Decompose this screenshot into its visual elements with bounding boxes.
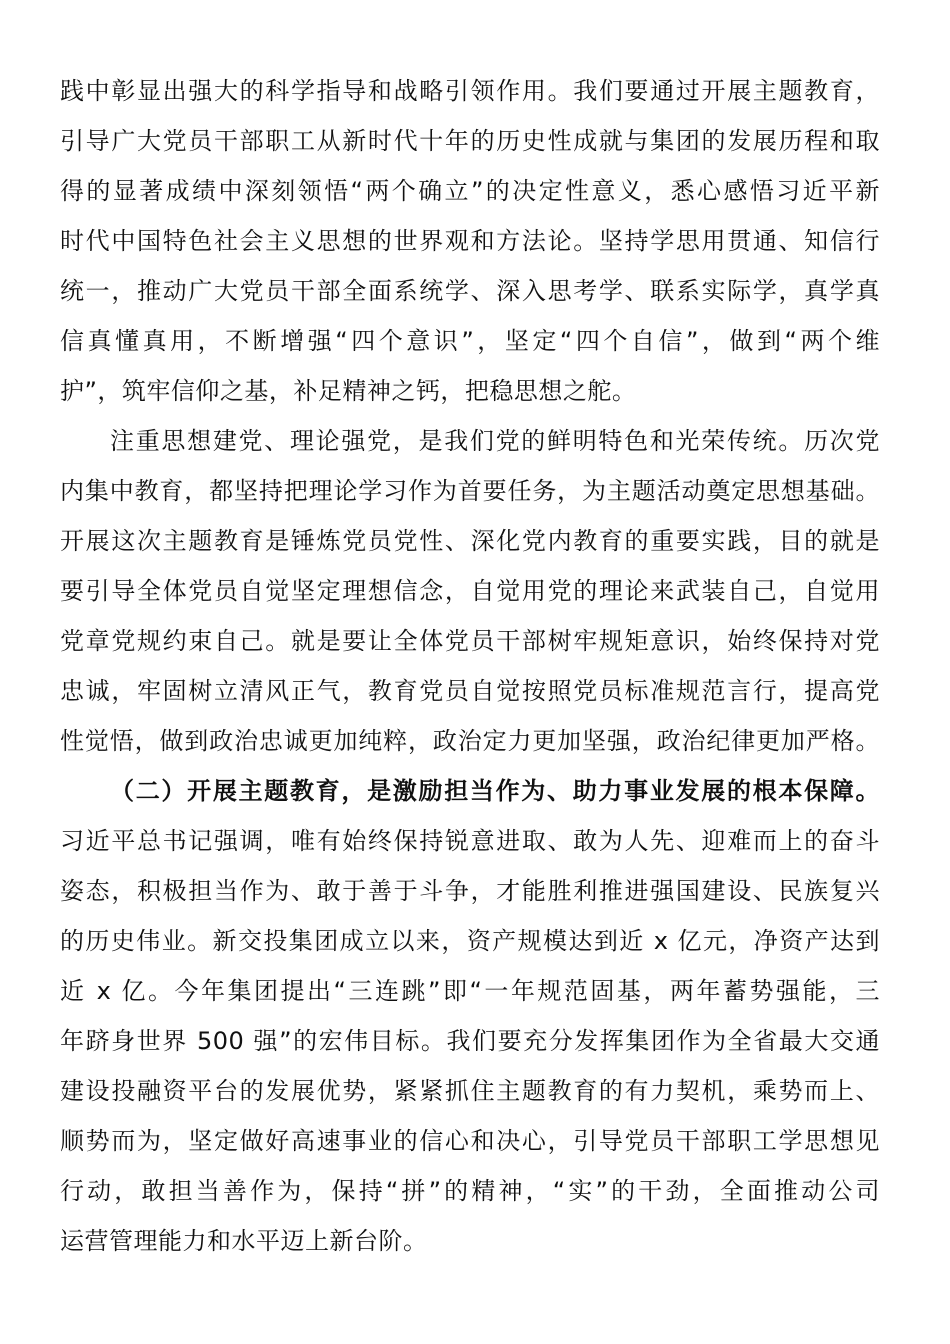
text-line: 要引导全体党员自觉坚定理想信念，自觉用党的理论来武装自己，自觉用: [60, 577, 880, 605]
text-line: 运营管理能力和水平迈上新台阶。: [60, 1227, 428, 1255]
text-line: 建设投融资平台的发展优势，紧紧抓住主题教育的有力契机，乘势而上、: [60, 1077, 880, 1105]
text-line: 行动，敢担当善作为，保持“拼”的精神，“实”的干劲，全面推动公司: [60, 1177, 880, 1205]
text-line: 信真懂真用，不断增强“四个意识”，坚定“四个自信”，做到“两个维: [60, 327, 880, 355]
text-line: 年跻身世界 500 强”的宏伟目标。我们要充分发挥集团作为全省最大交通: [60, 1027, 880, 1055]
text-line: 近 x 亿。今年集团提出“三连跳”即“一年规范固基，两年蓄势强能，三: [60, 977, 880, 1005]
paragraph-first-line: 注重思想建党、理论强党，是我们党的鲜明特色和光荣传统。历次党: [110, 427, 880, 455]
text-line: 党章党规约束自己。就是要让全体党员干部树牢规矩意识，始终保持对党: [60, 627, 880, 655]
text-line: 引导广大党员干部职工从新时代十年的历史性成就与集团的发展历程和取: [60, 127, 880, 155]
text-line: 得的显著成绩中深刻领悟“两个确立”的决定性意义，悉心感悟习近平新: [60, 177, 880, 205]
text-line: 的历史伟业。新交投集团成立以来，资产规模达到近 x 亿元，净资产达到: [60, 927, 880, 955]
text-line: 习近平总书记强调，唯有始终保持锐意进取、敢为人先、迎难而上的奋斗: [60, 827, 880, 855]
text-line: 时代中国特色社会主义思想的世界观和方法论。坚持学思用贯通、知信行: [60, 227, 880, 255]
text-line: 开展这次主题教育是锤炼党员党性、深化党内教育的重要实践，目的就是: [60, 527, 880, 555]
text-line: 护”，筑牢信仰之基，补足精神之钙，把稳思想之舵。: [60, 377, 637, 405]
body-text: [60, 66, 880, 1266]
text-line: 忠诚，牢固树立清风正气，教育党员自觉按照党员标准规范言行，提高党: [60, 677, 880, 705]
text-line: 内集中教育，都坚持把理论学习作为首要任务，为主题活动奠定思想基础。: [60, 477, 880, 505]
section-heading: （二）开展主题教育，是激励担当作为、助力事业发展的根本保障。: [110, 777, 880, 805]
text-line: 统一，推动广大党员干部全面系统学、深入思考学、联系实际学，真学真: [60, 277, 880, 305]
text-line: 践中彰显出强大的科学指导和战略引领作用。我们要通过开展主题教育，: [60, 77, 880, 105]
text-line: 顺势而为，坚定做好高速事业的信心和决心，引导党员干部职工学思想见: [60, 1127, 880, 1155]
text-line: 性觉悟，做到政治忠诚更加纯粹，政治定力更加坚强，政治纪律更加严格。: [60, 727, 880, 755]
text-line: 姿态，积极担当作为、敢于善于斗争，才能胜利推进强国建设、民族复兴: [60, 877, 880, 905]
